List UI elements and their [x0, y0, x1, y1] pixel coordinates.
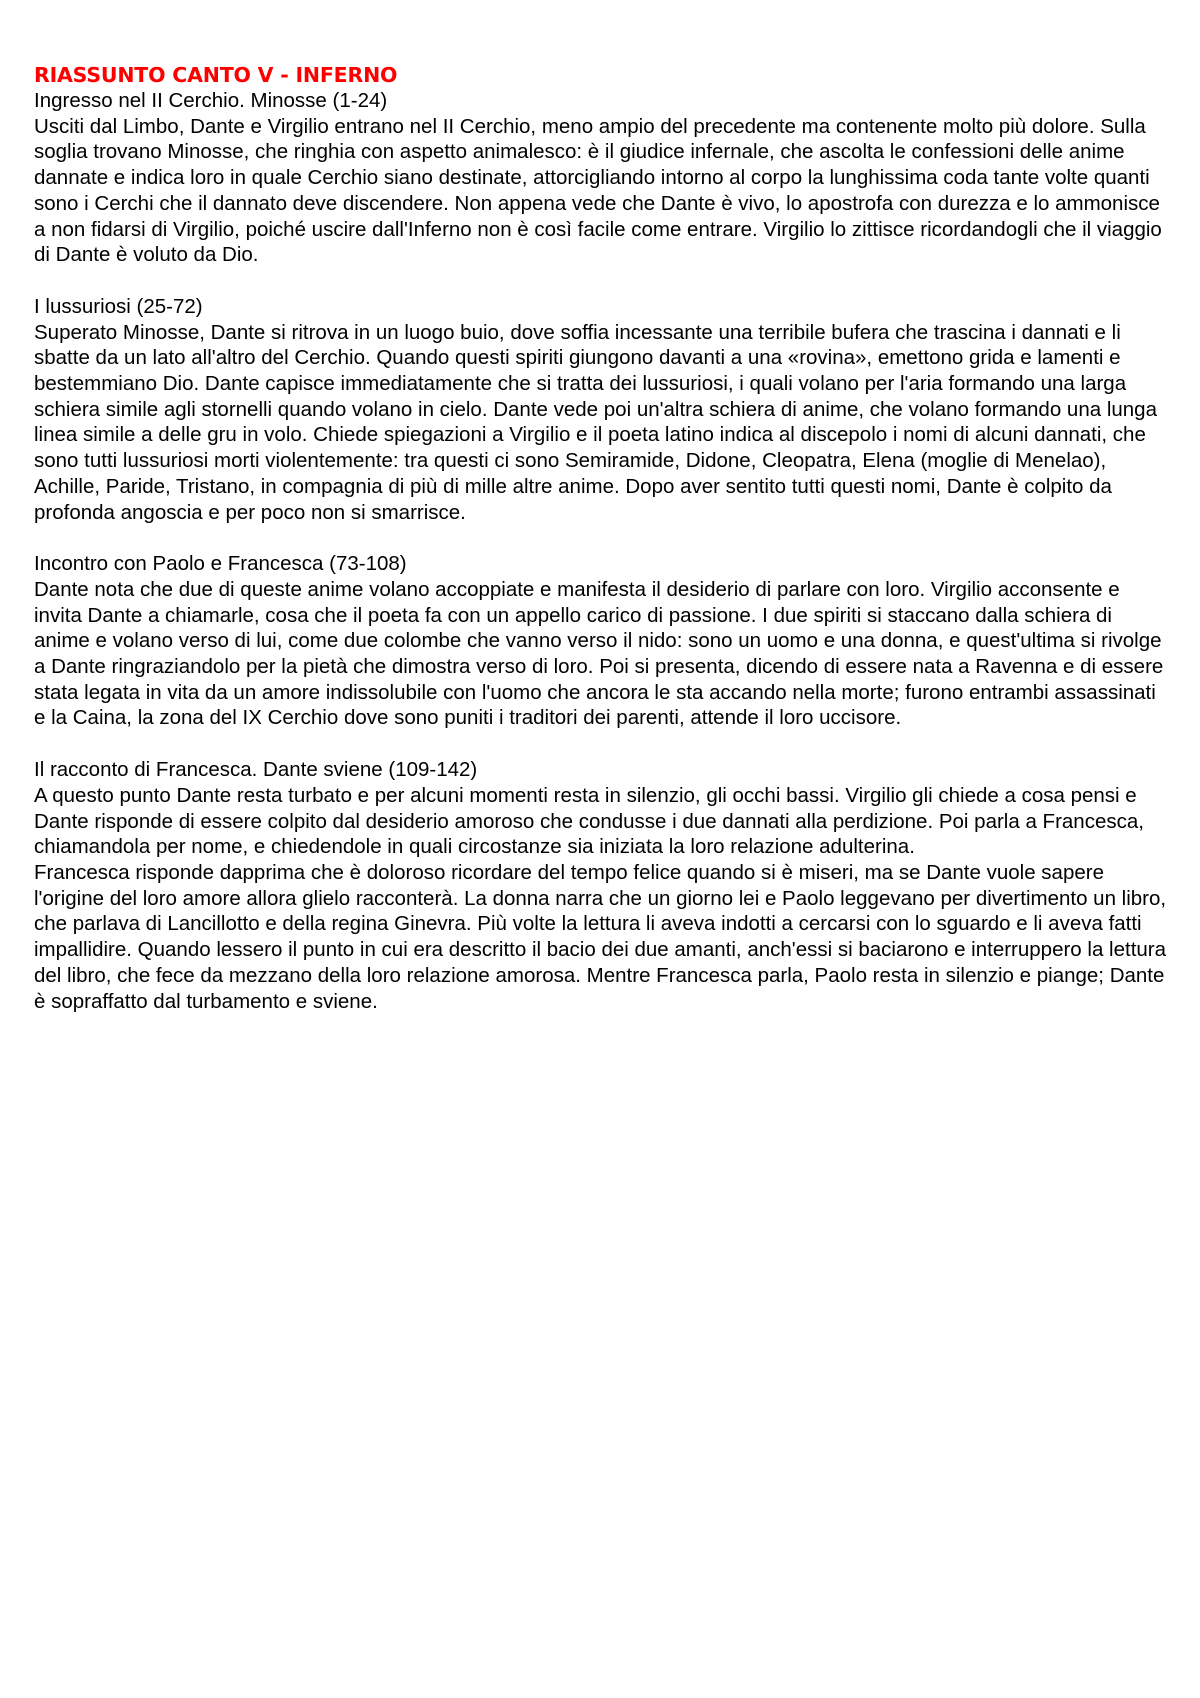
document-title: RIASSUNTO CANTO V - INFERNO — [34, 63, 398, 87]
section-heading: Ingresso nel II Cerchio. Minosse (1-24) — [34, 89, 388, 112]
section-minosse — [34, 88, 1168, 268]
section-heading: Incontro con Paolo e Francesca (73-108) — [34, 552, 407, 576]
section-racconto-francesca — [34, 757, 1168, 1014]
section-heading: I lussuriosi (25-72) — [34, 294, 203, 318]
section-lussuriosi — [34, 294, 1168, 525]
paragraph: Usciti dal Limbo, Dante e Virgilio entrano nel II Cerchio, meno ampio del precedente ma contenente molto più dolore. Sulla soglia trovano Minosse, che ringhia con aspetto animalesco: è il giudice infernale, che ascolta le confessioni delle anime dannate e indica loro in quale Cerchio siano destinate, attorcigliando intorno al corpo la lunghissima coda tante volte quanti sono i Cerchi che il dannato deve discendere. Non appena vede che Dante è vivo, lo apostrofa con durezza e lo ammonisce a non fidarsi di Virgilio, poiché uscire dall'Inferno non è così facile come entrare. Virgilio lo zittisce ricordandogli che il viaggio di Dante è voluto da Dio. — [34, 114, 1162, 267]
paragraph: Superato Minosse, Dante si ritrova in un luogo buio, dove soffia incessante una terribile bufera che trascina i dannati e li sbatte da un lato all'altro del Cerchio. Quando questi spiriti giungono davanti a una «rovina», emettono grida e lamenti e bestemmiano Dio. Dante capisce immediatamente che si tratta dei lussuriosi, i quali volano per l'aria formando una larga schiera simile agli stornelli quando volano in cielo. Dante vede poi un'altra schiera di anime, che volano formando una lunga linea simile a delle gru in volo. Chiede spiegazioni a Virgilio e il poeta latino indica al discepolo i nomi di alcuni dannati, che sono tutti lussuriosi morti violentemente: tra questi ci sono Semiramide, Didone, Cleopatra, Elena (moglie di Menelao), Achille, Paride, Tristano, in compagnia di più di mille altre anime. Dopo aver sentito tutti questi nomi, Dante è colpito da profonda angoscia e per poco non si smarrisce. — [34, 320, 1157, 524]
section-paolo-francesca — [34, 551, 1168, 731]
paragraph: Francesca risponde dapprima che è doloroso ricordare del tempo felice quando si è miseri, ma se Dante vuole sapere l'origine del loro amore allora glielo racconterà. La donna narra che un giorno lei e Paolo leggevano per divertimento un libro, che parlava di Lancillotto e della regina Ginevra. Più volte la lettura li aveva indotti a cercarsi con lo sguardo e li aveva fatti impallidire. Quando lessero il punto in cui era descritto il bacio dei due amanti, anch'essi si baciarono e interruppero la lettura del libro, che fece da mezzano della loro relazione amorosa. Mentre Francesca parla, Paolo resta in silenzio e piange; Dante è sopraffatto dal turbamento e sviene. — [34, 860, 1167, 1013]
paragraph: Dante nota che due di queste anime volano accoppiate e manifesta il desiderio di parlare con loro. Virgilio acconsente e invita Dante a chiamarle, cosa che il poeta fa con un appello carico di passione. I due spiriti si staccano dalla schiera di anime e volano verso di lui, come due colombe che vanno verso il nido: sono un uomo e una donna, e quest'ultima si rivolge a Dante ringraziandolo per la pietà che dimostra verso di loro. Poi si presenta, dicendo di essere nata a Ravenna e di essere stata legata in vita da un amore indissolubile con l'uomo che ancora le sta accando nella morte; furono entrambi assassinati e la Caina, la zona del IX Cerchio dove sono puniti i traditori dei parenti, attende il loro uccisore. — [34, 577, 1164, 730]
paragraph: A questo punto Dante resta turbato e per alcuni momenti resta in silenzio, gli occhi bassi. Virgilio gli chiede a cosa pensi e Dante risponde di essere colpito dal desiderio amoroso che condusse i due dannati alla perdizione. Poi parla a Francesca, chiamandola per nome, e chiedendole in quali circostanze sia iniziata la loro relazione adulterina. — [34, 783, 1144, 859]
section-heading: Il racconto di Francesca. Dante sviene (109-142) — [34, 758, 478, 782]
